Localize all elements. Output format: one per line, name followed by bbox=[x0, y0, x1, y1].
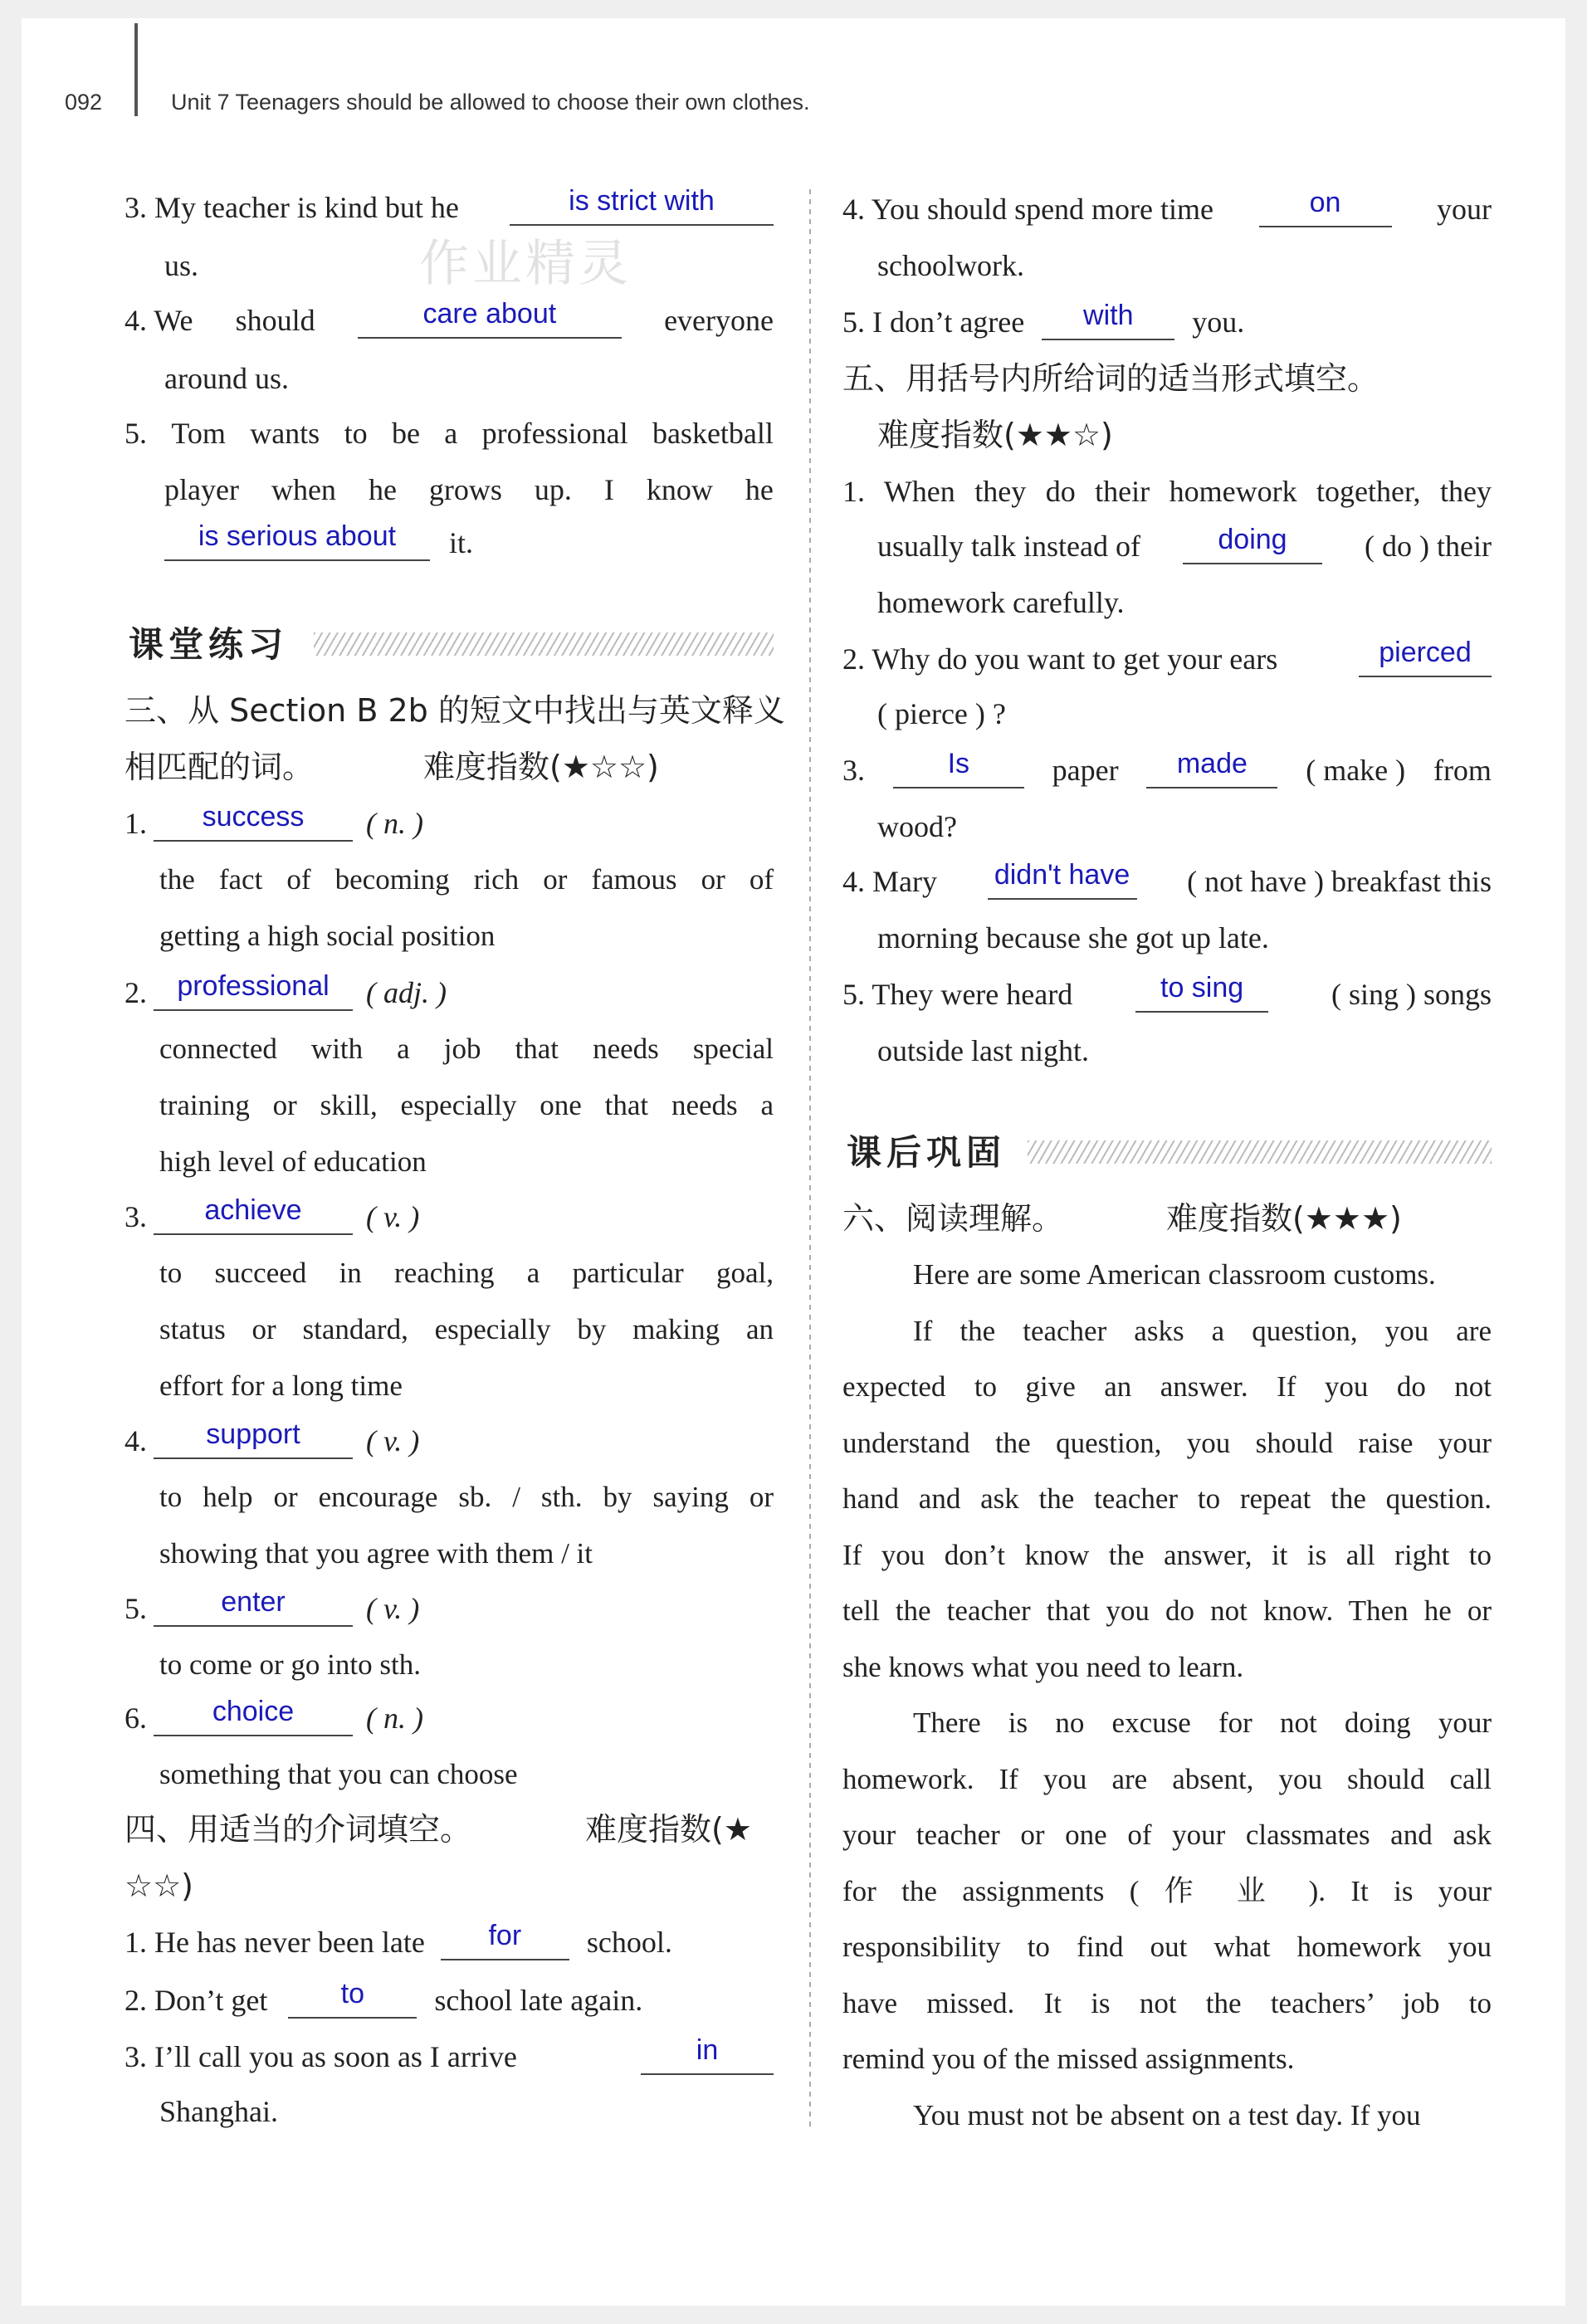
answer-blank[interactable] bbox=[1359, 637, 1492, 677]
exercise-text: paper bbox=[1052, 754, 1119, 787]
prep-1 bbox=[125, 1920, 672, 1960]
part-of-speech: ( v. ) bbox=[366, 1592, 420, 1625]
answer-blank[interactable] bbox=[154, 970, 353, 1011]
exercise-word: grows bbox=[428, 473, 502, 506]
passage-line: You must not be absent on a test day. If you bbox=[913, 2098, 1421, 2131]
passage-line: tell the teacher that you do not know. Then he or bbox=[842, 1594, 1492, 1627]
vocab-item bbox=[125, 1586, 420, 1627]
exercise-text: homework carefully. bbox=[877, 586, 1125, 619]
exercise-word: he bbox=[745, 473, 774, 506]
passage-line: remind you of the missed assignments. bbox=[842, 2043, 1295, 2075]
exercise-word: up. bbox=[534, 473, 572, 506]
answer-text: achieve bbox=[204, 1194, 302, 1226]
exercise-text: schoolwork. bbox=[877, 249, 1024, 282]
exercise-text: 2. Don’t get bbox=[125, 1984, 268, 2017]
answer-blank[interactable] bbox=[641, 2034, 774, 2075]
exercise-text: ( not have ) breakfast this bbox=[1187, 865, 1492, 898]
exercise-text: Shanghai. bbox=[159, 2095, 278, 2128]
section-3-difficulty: 难度指数(★☆☆) bbox=[423, 749, 659, 785]
exercise-text: 2. Why do you want to get your ears bbox=[842, 642, 1278, 676]
exercise-text: you. bbox=[1192, 305, 1245, 339]
answer-blank[interactable] bbox=[1183, 524, 1322, 564]
exercise-text: it. bbox=[449, 526, 474, 559]
section-heading-rule bbox=[314, 632, 774, 656]
item-number: 4. bbox=[125, 1424, 147, 1457]
part-of-speech: ( n. ) bbox=[366, 1702, 423, 1735]
part-of-speech: ( n. ) bbox=[366, 807, 423, 840]
exercise-text: 4. Mary bbox=[842, 865, 937, 898]
exercise-text: 1. He has never been late bbox=[125, 1926, 425, 1959]
exercise-text: 3. bbox=[842, 754, 865, 787]
answer-text: enter bbox=[221, 1586, 286, 1618]
exercise-word: I bbox=[603, 473, 614, 506]
exercise-5-line-1 bbox=[125, 415, 774, 452]
exercise-4 bbox=[125, 298, 774, 339]
answer-text: is strict with bbox=[569, 185, 715, 217]
vocab-definition: showing that you agree with them / it bbox=[159, 1537, 593, 1570]
passage-line: There is no excuse for not doing your bbox=[913, 1706, 1492, 1739]
answer-text: with bbox=[1083, 300, 1134, 331]
exercise-text: should bbox=[235, 304, 315, 337]
answer-blank[interactable] bbox=[154, 1586, 353, 1627]
section-3-title: 三、从 Section B 2b 的短文中找出与英文释义 bbox=[125, 692, 785, 729]
exercise-word: to bbox=[344, 417, 368, 450]
section-4-difficulty: 难度指数(★ bbox=[585, 1811, 752, 1848]
answer-text: to sing bbox=[1160, 972, 1244, 1003]
exercise-word: player bbox=[164, 473, 239, 506]
exercise-word: he bbox=[368, 473, 397, 506]
answer-blank[interactable] bbox=[164, 520, 430, 561]
exercise-text: 3. I’ll call you as soon as I arrive bbox=[125, 2040, 517, 2073]
answer-text: is serious about bbox=[198, 520, 397, 552]
answer-blank[interactable] bbox=[988, 859, 1137, 900]
passage-line: she knows what you need to learn. bbox=[842, 1650, 1244, 1683]
passage-line: homework. If you are absent, you should call bbox=[842, 1762, 1492, 1795]
watermark: 作业精灵 bbox=[419, 235, 632, 293]
exercise-text: usually talk instead of bbox=[877, 530, 1140, 563]
vocab-definition: training or skill, especially one that needs a bbox=[159, 1089, 774, 1121]
answer-blank[interactable] bbox=[154, 1696, 353, 1736]
exercise-5-line-3 bbox=[164, 520, 474, 561]
prep-2 bbox=[125, 1978, 643, 2019]
exercise-text: your bbox=[1436, 193, 1492, 226]
answer-blank[interactable] bbox=[358, 298, 622, 339]
vocab-item bbox=[125, 801, 423, 842]
exercise-text: ( pierce ) ? bbox=[877, 697, 1006, 730]
answer-text: didn't have bbox=[994, 859, 1130, 891]
exercise-text: 3. My teacher is kind but he bbox=[125, 191, 459, 224]
exercise-text: ( sing ) songs bbox=[1331, 978, 1492, 1011]
answer-text: to bbox=[340, 1978, 364, 2009]
section-heading-rule bbox=[1028, 1140, 1492, 1164]
passage-line: have missed. It is not the teachers’ job to bbox=[842, 1986, 1492, 2019]
passage-line: for the assignments ( 作 业 ). It is your bbox=[842, 1874, 1492, 1907]
form-2 bbox=[842, 637, 1492, 677]
vocab-definition: effort for a long time bbox=[159, 1370, 403, 1402]
exercise-word: be bbox=[391, 417, 420, 450]
answer-blank[interactable] bbox=[1135, 972, 1268, 1013]
exercise-text: school late again. bbox=[434, 1984, 643, 2017]
passage-line: Here are some American classroom customs. bbox=[913, 1258, 1436, 1291]
part-of-speech: ( adj. ) bbox=[366, 976, 447, 1009]
answer-blank[interactable] bbox=[288, 1978, 417, 2019]
answer-text: success bbox=[202, 801, 305, 832]
exercise-text: 1. When they do their homework together, they bbox=[842, 475, 1492, 508]
exercise-text: 4. You should spend more time bbox=[842, 193, 1214, 226]
answer-blank[interactable] bbox=[510, 185, 774, 226]
vocab-definition: the fact of becoming rich or famous or of bbox=[159, 863, 774, 896]
exercise-text: ( do ) their bbox=[1365, 530, 1492, 563]
passage-line: If you don’t know the answer, it is all right to bbox=[842, 1538, 1492, 1571]
exercise-word: a bbox=[444, 417, 458, 450]
item-number: 6. bbox=[125, 1702, 147, 1735]
exercise-text: 5. I don’t agree bbox=[842, 305, 1025, 339]
answer-text: professional bbox=[177, 970, 330, 1002]
page-number: 092 bbox=[65, 90, 103, 115]
vocab-item bbox=[125, 970, 447, 1011]
exercise-text: outside last night. bbox=[877, 1034, 1089, 1067]
form-3 bbox=[842, 748, 1492, 788]
exercise-word: professional bbox=[481, 417, 628, 450]
exercise-5-line-2 bbox=[164, 471, 774, 508]
prep-4 bbox=[842, 187, 1492, 227]
exercise-word: basketball bbox=[652, 417, 774, 450]
answer-text: on bbox=[1309, 187, 1341, 218]
answer-blank[interactable] bbox=[154, 1418, 353, 1459]
exercise-text: us. bbox=[164, 249, 199, 282]
prep-5 bbox=[842, 300, 1245, 340]
exercise-text: morning because she got up late. bbox=[877, 921, 1269, 954]
answer-text: for bbox=[488, 1920, 522, 1951]
passage-line: If the teacher asks a question, you are bbox=[913, 1314, 1492, 1347]
section-5-title: 五、用括号内所给词的适当形式填空。 bbox=[842, 360, 1379, 397]
passage-line: responsibility to find out what homework you bbox=[842, 1931, 1492, 1963]
answer-text: support bbox=[206, 1418, 300, 1450]
exercise-text: from bbox=[1433, 754, 1492, 787]
answer-text: in bbox=[696, 2034, 719, 2066]
vocab-definition: to help or encourage sb. / sth. by saying or bbox=[159, 1481, 774, 1513]
answer-blank[interactable] bbox=[1259, 187, 1392, 227]
vocab-definition: getting a high social position bbox=[159, 920, 496, 952]
exercise-word: when bbox=[271, 473, 336, 506]
answer-text: made bbox=[1176, 748, 1248, 779]
answer-blank[interactable] bbox=[1146, 748, 1277, 788]
exercise-word: 5. bbox=[125, 417, 147, 450]
vocab-definition: high level of education bbox=[159, 1145, 427, 1178]
vocab-item bbox=[125, 1418, 420, 1459]
column-divider bbox=[809, 189, 811, 2131]
exercise-word: know bbox=[646, 473, 713, 506]
exercise-3 bbox=[125, 185, 774, 226]
passage-line: expected to give an answer. If you do not bbox=[842, 1370, 1492, 1403]
form-4 bbox=[842, 859, 1492, 900]
answer-text: care about bbox=[422, 298, 557, 330]
section-heading-practice: 课堂练习 bbox=[129, 624, 289, 665]
vocab-definition: to succeed in reaching a particular goal, bbox=[159, 1257, 774, 1289]
form-5 bbox=[842, 972, 1492, 1013]
vocab-definition: to come or go into sth. bbox=[159, 1648, 421, 1681]
unit-title: Unit 7 Teenagers should be allowed to choose their own clothes. bbox=[171, 90, 810, 115]
section-6-title: 六、阅读理解。 bbox=[842, 1200, 1064, 1237]
answer-text: doing bbox=[1218, 524, 1287, 555]
vocab-item bbox=[125, 1194, 420, 1235]
exercise-text: 4. We bbox=[125, 304, 193, 337]
exercise-text: ( make ) bbox=[1306, 754, 1406, 787]
vocab-item bbox=[125, 1696, 423, 1736]
answer-blank[interactable] bbox=[441, 1920, 569, 1960]
part-of-speech: ( v. ) bbox=[366, 1424, 420, 1457]
passage-line: hand and ask the teacher to repeat the question. bbox=[842, 1482, 1492, 1515]
answer-blank[interactable] bbox=[154, 801, 353, 842]
exercise-text: around us. bbox=[164, 362, 289, 395]
passage-line: your teacher or one of your classmates and ask bbox=[842, 1819, 1492, 1851]
answer-blank[interactable] bbox=[1042, 300, 1174, 340]
item-number: 2. bbox=[125, 976, 147, 1009]
section-4-title: 四、用适当的介词填空。 bbox=[125, 1811, 472, 1848]
form-1-line-1 bbox=[842, 473, 1492, 510]
exercise-word: Tom bbox=[171, 417, 226, 450]
part-of-speech: ( v. ) bbox=[366, 1200, 420, 1233]
passage-line: understand the question, you should raise your bbox=[842, 1426, 1492, 1459]
answer-text: choice bbox=[212, 1696, 295, 1727]
section-6-difficulty: 难度指数(★★★) bbox=[1166, 1200, 1402, 1237]
section-5-difficulty: 难度指数(★★☆) bbox=[877, 417, 1113, 453]
form-1-line-2 bbox=[877, 524, 1492, 564]
vocab-definition: status or standard, especially by making an bbox=[159, 1313, 774, 1345]
exercise-word: wants bbox=[250, 417, 320, 450]
answer-text: pierced bbox=[1379, 637, 1472, 668]
exercise-text: 5. They were heard bbox=[842, 978, 1073, 1011]
item-number: 5. bbox=[125, 1592, 147, 1625]
answer-blank[interactable] bbox=[154, 1194, 353, 1235]
answer-blank[interactable] bbox=[893, 748, 1024, 788]
answer-text: Is bbox=[947, 748, 970, 779]
exercise-text: wood? bbox=[877, 810, 957, 843]
vocab-definition: something that you can choose bbox=[159, 1758, 518, 1790]
section-heading-consolidate: 课后巩固 bbox=[847, 1132, 1007, 1173]
item-number: 1. bbox=[125, 807, 147, 840]
vocab-definition: connected with a job that needs special bbox=[159, 1033, 774, 1065]
item-number: 3. bbox=[125, 1200, 147, 1233]
exercise-text: everyone bbox=[664, 304, 774, 337]
exercise-text: school. bbox=[586, 1926, 672, 1959]
prep-3 bbox=[125, 2034, 774, 2075]
section-3-title-cont: 相匹配的词。 bbox=[125, 749, 315, 785]
section-4-difficulty-cont: ☆☆) bbox=[125, 1868, 193, 1904]
header-divider bbox=[134, 23, 138, 116]
